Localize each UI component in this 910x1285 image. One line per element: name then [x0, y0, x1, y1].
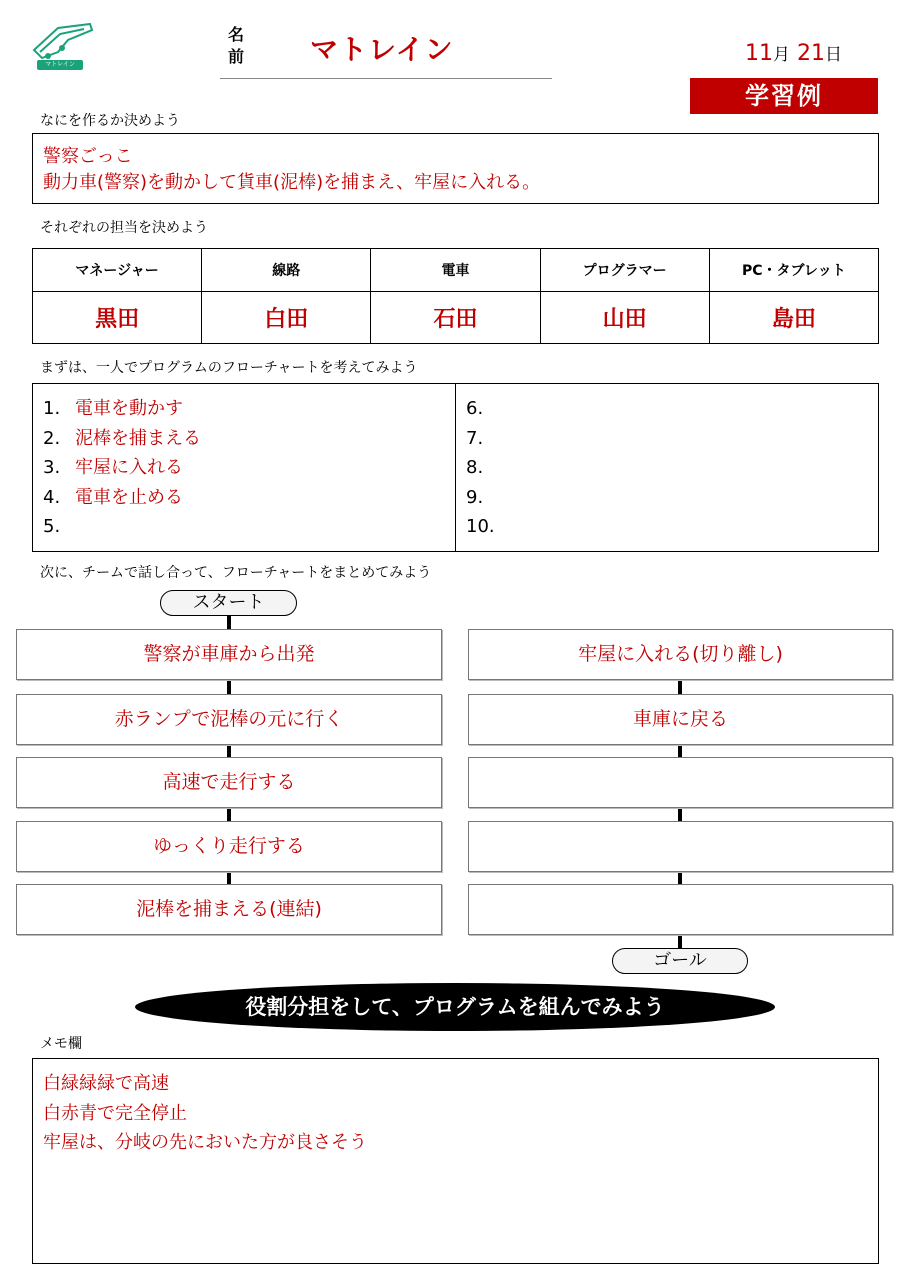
step-number: 3.	[43, 457, 61, 478]
list-item	[466, 453, 868, 483]
step-text: 電車を止める	[75, 486, 183, 508]
date-month: 11	[745, 41, 773, 66]
role-header-pc: PC・タブレット	[709, 249, 878, 292]
student-name: マトレイン	[310, 33, 454, 66]
role-name-train: 石田	[371, 292, 540, 344]
flow-connector	[227, 615, 231, 629]
roles-table	[32, 248, 879, 344]
step-number: 6.	[466, 398, 484, 419]
list-item	[43, 483, 445, 513]
program-banner: 役割分担をして、プログラムを組んでみよう	[135, 983, 775, 1031]
example-badge: 学習例	[690, 78, 878, 114]
memo-line-1: 白緑緑緑で高速	[43, 1073, 169, 1094]
flow-box-left-4: ゆっくり走行する	[16, 821, 442, 872]
list-item	[43, 424, 445, 454]
flow-connector	[227, 872, 231, 884]
list-item	[43, 394, 445, 424]
flow-connector	[678, 872, 682, 884]
list-item	[466, 424, 868, 454]
step-number: 7.	[466, 427, 484, 449]
what-to-make-label: なにを作るか決めよう	[40, 113, 180, 129]
flow-box-left-3: 高速で走行する	[16, 757, 442, 808]
flow-connector	[227, 745, 231, 757]
flow-box-right-4	[468, 821, 893, 872]
memo-label: メモ欄	[40, 1036, 82, 1052]
flow-connector	[678, 745, 682, 757]
role-name-pc: 島田	[709, 292, 878, 344]
goal-box	[32, 133, 879, 204]
memo-line-2: 白赤青で完全停止	[43, 1102, 187, 1124]
goal-line-2: 動力車(警察)を動かして貨車(泥棒)を捕まえ、牢屋に入れる。	[43, 172, 541, 193]
list-item	[466, 512, 868, 542]
flow-connector	[227, 808, 231, 821]
step-number: 9.	[466, 486, 484, 508]
role-header-manager: マネージャー	[33, 249, 202, 292]
memo-box	[32, 1058, 879, 1264]
role-header-train: 電車	[371, 249, 540, 292]
roles-label: それぞれの担当を決めよう	[40, 220, 208, 236]
step-number: 1.	[43, 398, 61, 419]
flow-box-left-5: 泥棒を捕まえる(連結)	[16, 884, 442, 935]
list-item	[43, 512, 445, 542]
flow-connector	[678, 680, 682, 694]
list-item	[466, 394, 868, 424]
month-unit: 月	[773, 45, 790, 65]
step-number: 2.	[43, 427, 61, 449]
name-underline	[220, 78, 552, 79]
date-day: 21	[797, 41, 825, 66]
step-number: 5.	[43, 516, 61, 537]
individual-steps-box	[32, 383, 879, 552]
step-number: 8.	[466, 457, 484, 478]
goal-line-1: 警察ごっこ	[43, 146, 133, 167]
role-name-track: 白田	[202, 292, 371, 344]
flow-box-right-1: 牢屋に入れる(切り離し)	[468, 629, 893, 680]
date	[745, 40, 842, 66]
list-item	[466, 483, 868, 513]
flow-box-right-5	[468, 884, 893, 935]
role-name-programmer: 山田	[540, 292, 709, 344]
flow-start: スタート	[160, 590, 297, 616]
name-label: 名前	[228, 25, 245, 66]
list-item	[43, 453, 445, 483]
step-text: 泥棒を捕まえる	[75, 427, 201, 449]
logo-text: マトレイン	[37, 60, 83, 70]
steps-column-right	[455, 384, 878, 551]
day-unit: 日	[825, 45, 842, 65]
role-name-manager: 黒田	[33, 292, 202, 344]
step-text: 牢屋に入れる	[75, 457, 183, 478]
individual-flow-label: まずは、一人でプログラムのフローチャートを考えてみよう	[40, 360, 418, 376]
step-number: 10.	[466, 516, 495, 537]
role-header-track: 線路	[202, 249, 371, 292]
flow-box-right-3	[468, 757, 893, 808]
flow-box-left-1: 警察が車庫から出発	[16, 629, 442, 680]
flow-goal: ゴール	[612, 948, 748, 974]
team-flow-label: 次に、チームで話し合って、フローチャートをまとめてみよう	[40, 565, 432, 581]
step-text: 電車を動かす	[75, 398, 183, 419]
step-number: 4.	[43, 486, 61, 508]
memo-line-3: 牢屋は、分岐の先においた方が良さそう	[43, 1132, 367, 1153]
flow-connector	[678, 935, 682, 948]
role-header-programmer: プログラマー	[540, 249, 709, 292]
flow-box-left-2: 赤ランプで泥棒の元に行く	[16, 694, 442, 745]
steps-column-left	[33, 384, 455, 551]
flow-box-right-2: 車庫に戻る	[468, 694, 893, 745]
flow-connector	[227, 680, 231, 694]
flow-connector	[678, 808, 682, 821]
